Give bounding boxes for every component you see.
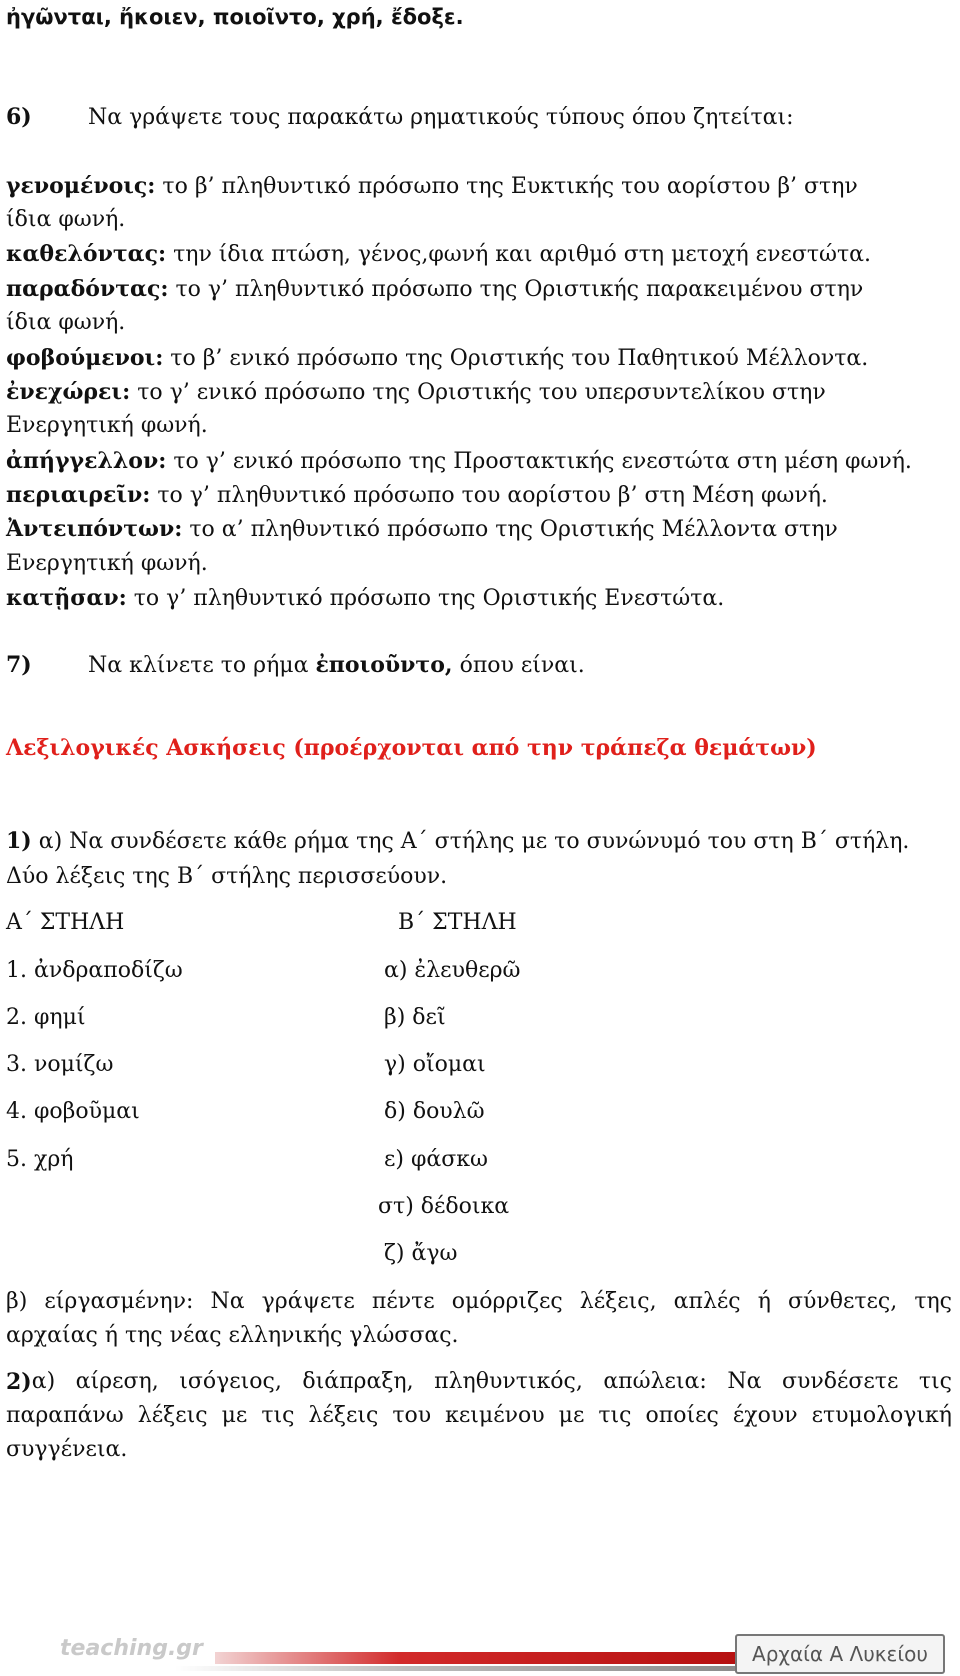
column-a-header: Α΄ ΣΤΗΛΗ <box>6 910 125 935</box>
exercise-2-cont: συγγένεια. <box>6 1437 128 1462</box>
item-text: το γ’ ενικό πρόσωπο της Οριστικής του υπερσυντελίκου στην <box>130 380 826 405</box>
course-label-box: Αρχαία Α Λυκείου <box>735 1634 945 1674</box>
item-text: το γ’ πληθυντικό πρόσωπο της Οριστικής παρακειμένου στην <box>168 277 864 302</box>
item-text: το γ’ πληθυντικό πρόσωπο του αορίστου β’ στη Μέση φωνή. <box>150 483 828 508</box>
match-row <box>6 1097 952 1127</box>
exercise-number: 2) <box>6 1369 32 1395</box>
column-b-header: Β΄ ΣΤΗΛΗ <box>398 910 517 935</box>
exercise-1-cont: Δύο λέξεις της Β΄ στήλης περισσεύουν. <box>6 864 448 889</box>
footer-grey-bar <box>175 1666 745 1671</box>
column-a-item: 5. χρή <box>6 1147 74 1172</box>
column-b-item: α) ἐλευθερῶ <box>384 958 521 983</box>
item-word: φοβούμενοι: <box>6 345 164 371</box>
item-word: παραδόντας: <box>6 276 169 302</box>
item-1-cont: ίδια φωνή. <box>6 207 126 232</box>
item-text: το β’ πληθυντικό πρόσωπο της Ευκτικής του αορίστου β’ στην <box>155 174 858 199</box>
question-6 <box>6 102 952 133</box>
item-9 <box>6 583 952 614</box>
question-number: 7) <box>6 652 32 678</box>
item-text: το γ’ πληθυντικό πρόσωπο της Οριστικής Ενεστώτα. <box>126 586 725 611</box>
item-word: κατῇσαν: <box>6 585 127 611</box>
item-5-cont: Ενεργητική φωνή. <box>6 413 208 438</box>
match-row <box>6 1003 952 1033</box>
column-b-item: στ) δέδοικα <box>378 1194 510 1219</box>
item-text: το α’ πληθυντικό πρόσωπο της Οριστικής Μέλλοντα στην <box>182 517 838 542</box>
column-headers <box>6 908 952 938</box>
column-b-item: ε) φάσκω <box>384 1147 488 1172</box>
item-7 <box>6 480 952 511</box>
footer-red-bar <box>215 1652 745 1664</box>
item-2 <box>6 239 952 270</box>
exercise-1b-cont: αρχαίας ή της νέας ελληνικής γλώσσας. <box>6 1323 459 1348</box>
item-3 <box>6 274 952 305</box>
item-word: περιαιρεῖν: <box>6 482 151 508</box>
item-word: καθελόντας: <box>6 241 167 267</box>
item-text: την ίδια πτώση, γένος,φωνή και αριθμό στη μετοχή ενεστώτα. <box>166 242 871 267</box>
item-5 <box>6 377 952 408</box>
item-word: ἀπήγγελλον: <box>6 448 167 474</box>
column-b-item: γ) οἴομαι <box>384 1052 486 1077</box>
exercise-2-cont: παραπάνω λέξεις με τις λέξεις του κειμένου με τις οποίες έχουν ετυμολογική <box>6 1403 952 1428</box>
verb-word: ἐποιοῦντο, <box>315 652 453 678</box>
column-b-item: ζ) ἄγω <box>384 1241 458 1266</box>
column-a-item: 3. νομίζω <box>6 1052 114 1077</box>
page-footer <box>0 1630 960 1676</box>
exercise-1b: β) είργασμένην: Να γράψετε πέντε ομόρριζες λέξεις, απλές ή σύνθετες, της <box>6 1289 952 1314</box>
item-word: ἐνεχώρει: <box>6 379 131 405</box>
item-text: το γ’ ενικό πρόσωπο της Προστακτικής ενεστώτα στη μέση φωνή. <box>166 449 912 474</box>
item-8 <box>6 514 952 545</box>
item-1 <box>6 171 952 202</box>
match-row <box>6 1145 952 1175</box>
item-4 <box>6 343 952 374</box>
item-text: το β’ ενικό πρόσωπο της Οριστικής του Παθητικού Μέλλοντα. <box>163 346 869 371</box>
section-heading: Λεξιλογικές Ασκήσεις (προέρχονται από την τράπεζα θεμάτων) <box>6 735 817 761</box>
column-a-item: 2. φημί <box>6 1005 86 1030</box>
item-3-cont: ίδια φωνή. <box>6 310 126 335</box>
match-row <box>6 1050 952 1080</box>
exercise-number: 1) <box>6 828 32 854</box>
question-text: Να γράψετε τους παρακάτω ρηματικούς τύπους όπου ζητείται: <box>88 105 794 130</box>
column-a-item: 1. ἀνδραποδίζω <box>6 958 183 983</box>
item-word: Ἀντειπόντων: <box>6 516 183 542</box>
exercise-1: 1) α) Να συνδέσετε κάθε ρήμα της Α΄ στήλης με το συνώνυμό του στη Β΄ στήλη. <box>6 828 910 854</box>
column-a-item: 4. φοβοῦμαι <box>6 1099 140 1124</box>
column-b-item: β) δεῖ <box>384 1005 446 1030</box>
item-6 <box>6 446 952 477</box>
site-logo: teaching.gr <box>60 1636 203 1661</box>
item-8-cont: Ενεργητική φωνή. <box>6 551 208 576</box>
header-verbs-line: ἠγῶνται, ἤκοιεν, ποιοῖντο, χρή, ἔδοξε. <box>6 5 464 29</box>
question-number: 6) <box>6 104 32 130</box>
column-b-item: δ) δουλῶ <box>384 1099 485 1124</box>
match-row <box>6 956 952 986</box>
exercise-2: 2) α) αίρεση, ισόγειος, διάπραξη, πληθυντικός, απώλεια: Να συνδέσετε τις <box>6 1369 952 1395</box>
item-word: γενομένοις: <box>6 173 156 199</box>
question-7: 7) Να κλίνετε το ρήμα ἐποιοῦντο, όπου είναι. <box>6 652 585 678</box>
